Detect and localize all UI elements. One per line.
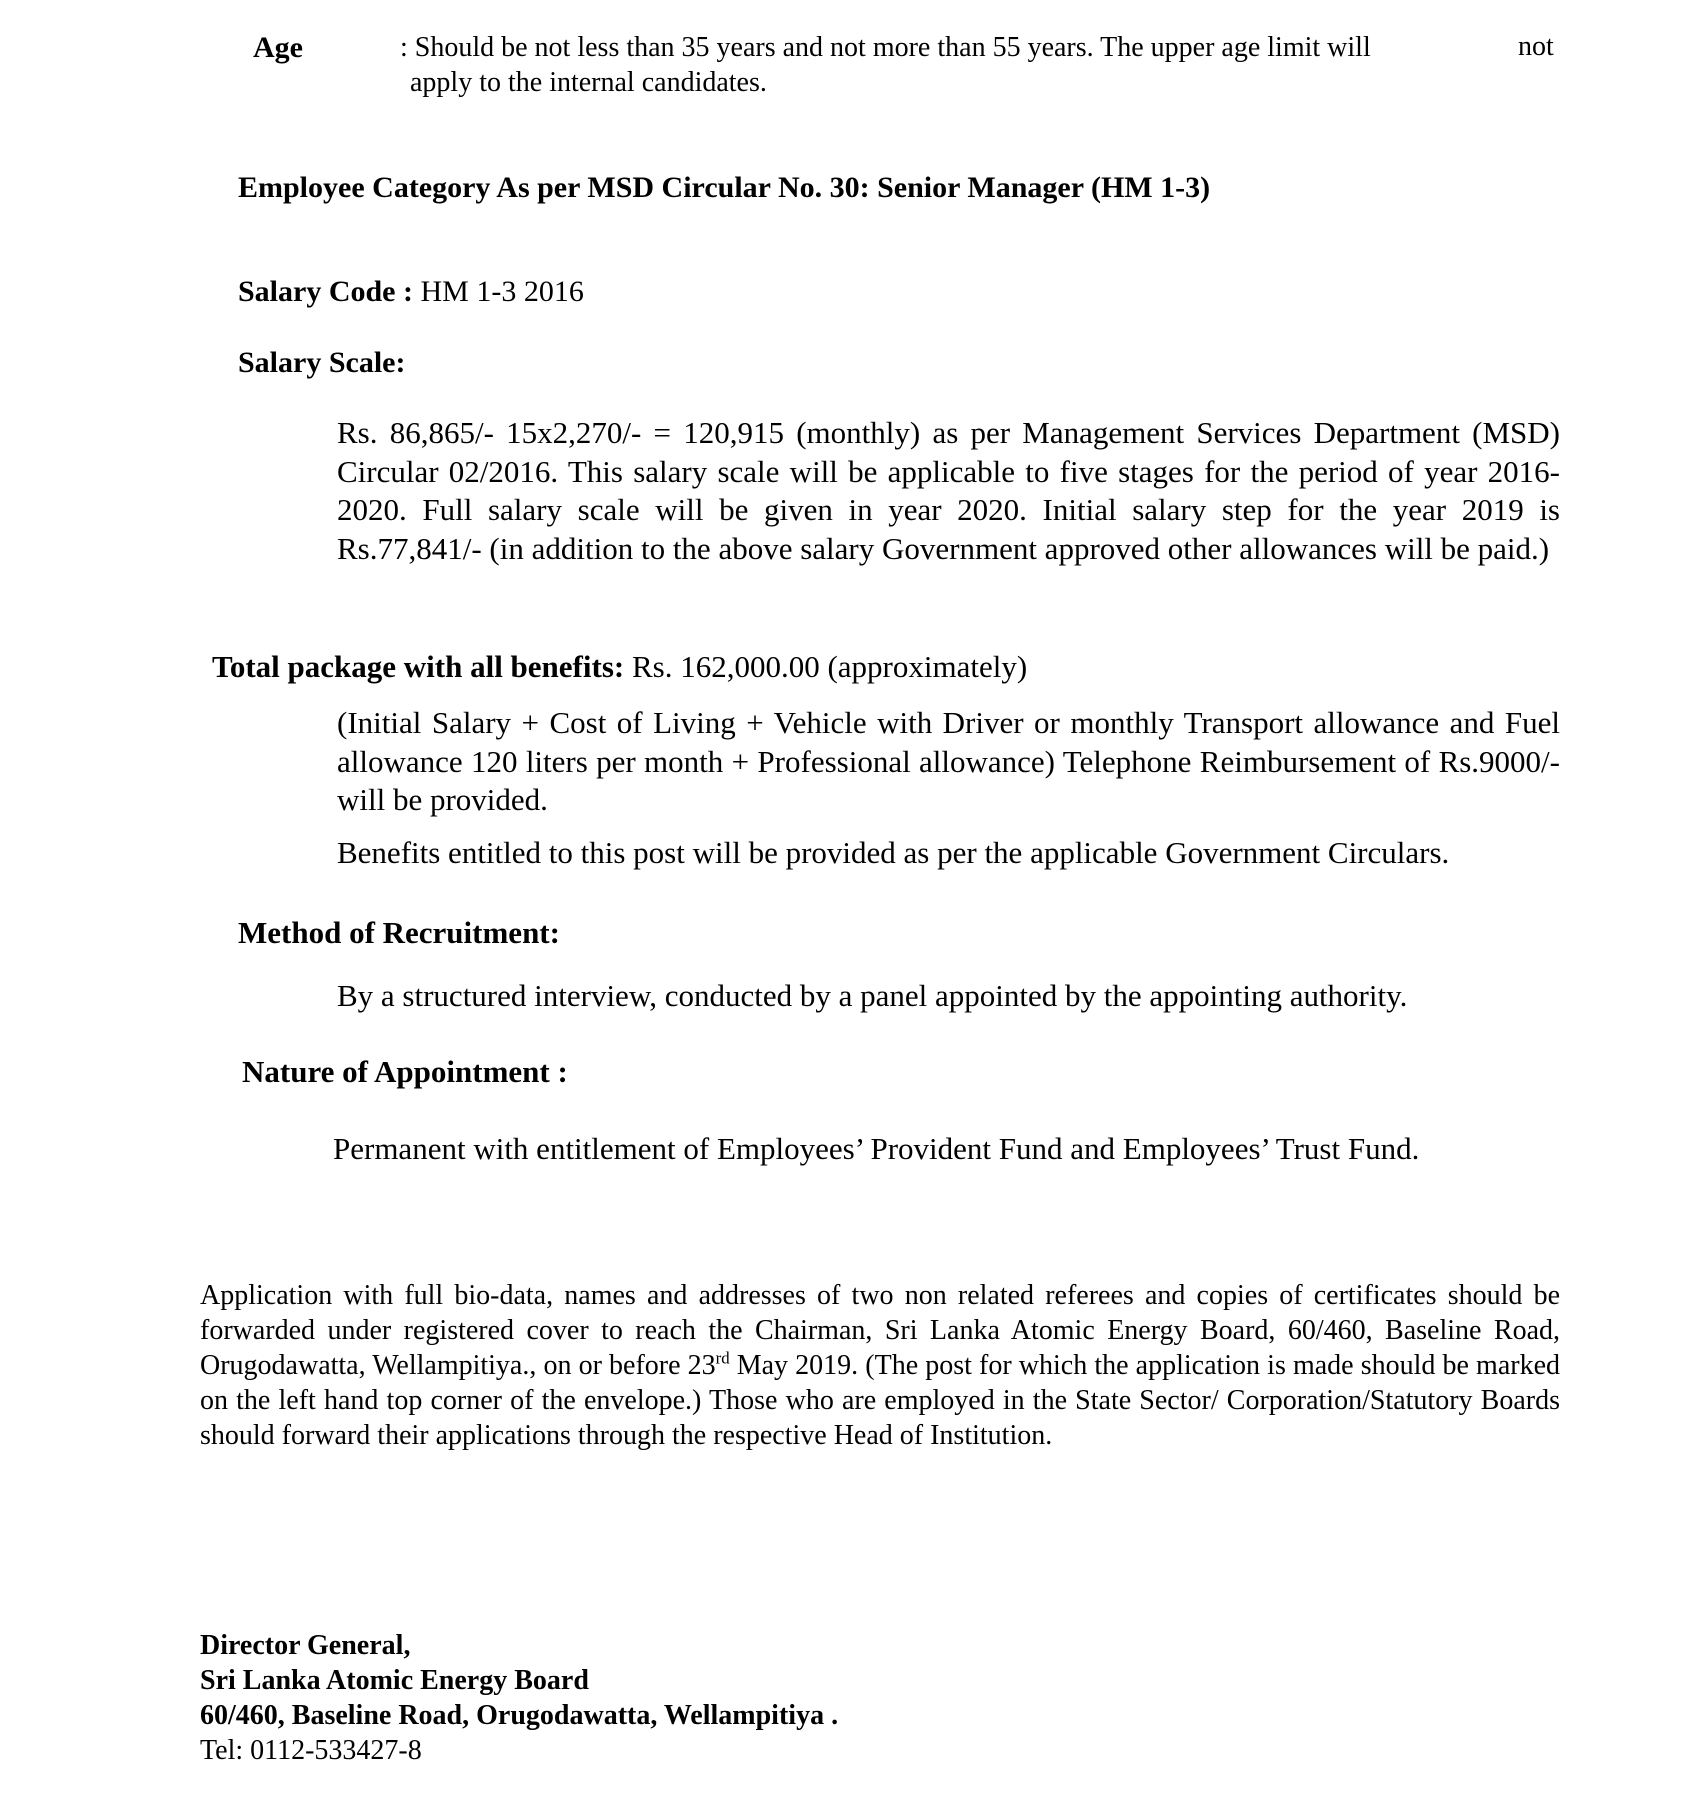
application-text-start: Application with full bio-data, names and addresses of two non related referees and copies of certificates should be forwarded under registered cover to reach the Chairman, Sri Lanka Atomic Energy Board, 60/460, Baseline Road, Orugodawatta, Wellampitiya., on or before 23 bbox=[200, 1280, 1560, 1381]
total-package-label: Total package with all benefits: bbox=[212, 649, 625, 684]
total-package-details: (Initial Salary + Cost of Living + Vehicle with Driver or monthly Transport allowance and Fuel allowance 120 liters per month + Professional allowance) Telephone Reimbursement of Rs.9000/- will be provided. bbox=[337, 705, 1560, 817]
nature-of-appointment-label: Nature of Appointment : bbox=[242, 1054, 568, 1089]
age-text bbox=[400, 30, 1371, 100]
total-package bbox=[212, 648, 1027, 685]
employee-category: Employee Category As per MSD Circular No. 30: Senior Manager (HM 1-3) bbox=[238, 171, 1211, 204]
salary-code-label: Salary Code : bbox=[238, 275, 413, 308]
total-package-value: Rs. 162,000.00 (approximately) bbox=[624, 649, 1028, 684]
application-paragraph bbox=[200, 1278, 1560, 1453]
age-text-not: not bbox=[1518, 31, 1554, 62]
signatory-title: Director General, bbox=[200, 1630, 411, 1661]
salary-code-value: HM 1-3 2016 bbox=[413, 275, 584, 308]
application-text-end: May 2019. (The post for which the application is made should be marked on the left hand top corner of the envelope.) Those who are employed in the State Sector/ Corporation/Statutory Boards should forward their applications through the respective Head of Institution. bbox=[200, 1350, 1560, 1451]
salary-scale-text: Rs. 86,865/- 15x2,270/- = 120,915 (monthly) as per Management Services Department (MSD) Circular 02/2016. This salary scale will be applicable to five stages for the period of year 2016-2020. Full salary scale will be given in year 2020. Initial salary step for the year 2019 is Rs.77,841/- (in addition to the above salary Government approved other allowances will be paid.) bbox=[337, 415, 1560, 566]
signature-block bbox=[200, 1628, 838, 1768]
signatory-phone: Tel: 0112-533427-8 bbox=[200, 1735, 422, 1766]
signatory-organization: Sri Lanka Atomic Energy Board bbox=[200, 1665, 589, 1696]
method-of-recruitment-text: By a structured interview, conducted by a panel appointed by the appointing authority. bbox=[337, 978, 1408, 1013]
age-label: Age bbox=[253, 31, 303, 64]
signatory-address: 60/460, Baseline Road, Orugodawatta, Wellampitiya . bbox=[200, 1700, 839, 1731]
age-text-line2: apply to the internal candidates. bbox=[410, 67, 767, 98]
salary-code bbox=[238, 274, 584, 310]
method-of-recruitment-label: Method of Recruitment: bbox=[238, 915, 560, 950]
nature-of-appointment-text: Permanent with entitlement of Employees’ Provident Fund and Employees’ Trust Fund. bbox=[333, 1131, 1420, 1166]
date-suffix: rd bbox=[715, 1348, 730, 1368]
age-text-line1: : Should be not less than 35 years and not more than 55 years. The upper age limit will bbox=[400, 32, 1371, 63]
benefits-text: Benefits entitled to this post will be provided as per the applicable Government Circulars. bbox=[337, 835, 1450, 870]
salary-scale-label: Salary Scale: bbox=[238, 346, 406, 379]
